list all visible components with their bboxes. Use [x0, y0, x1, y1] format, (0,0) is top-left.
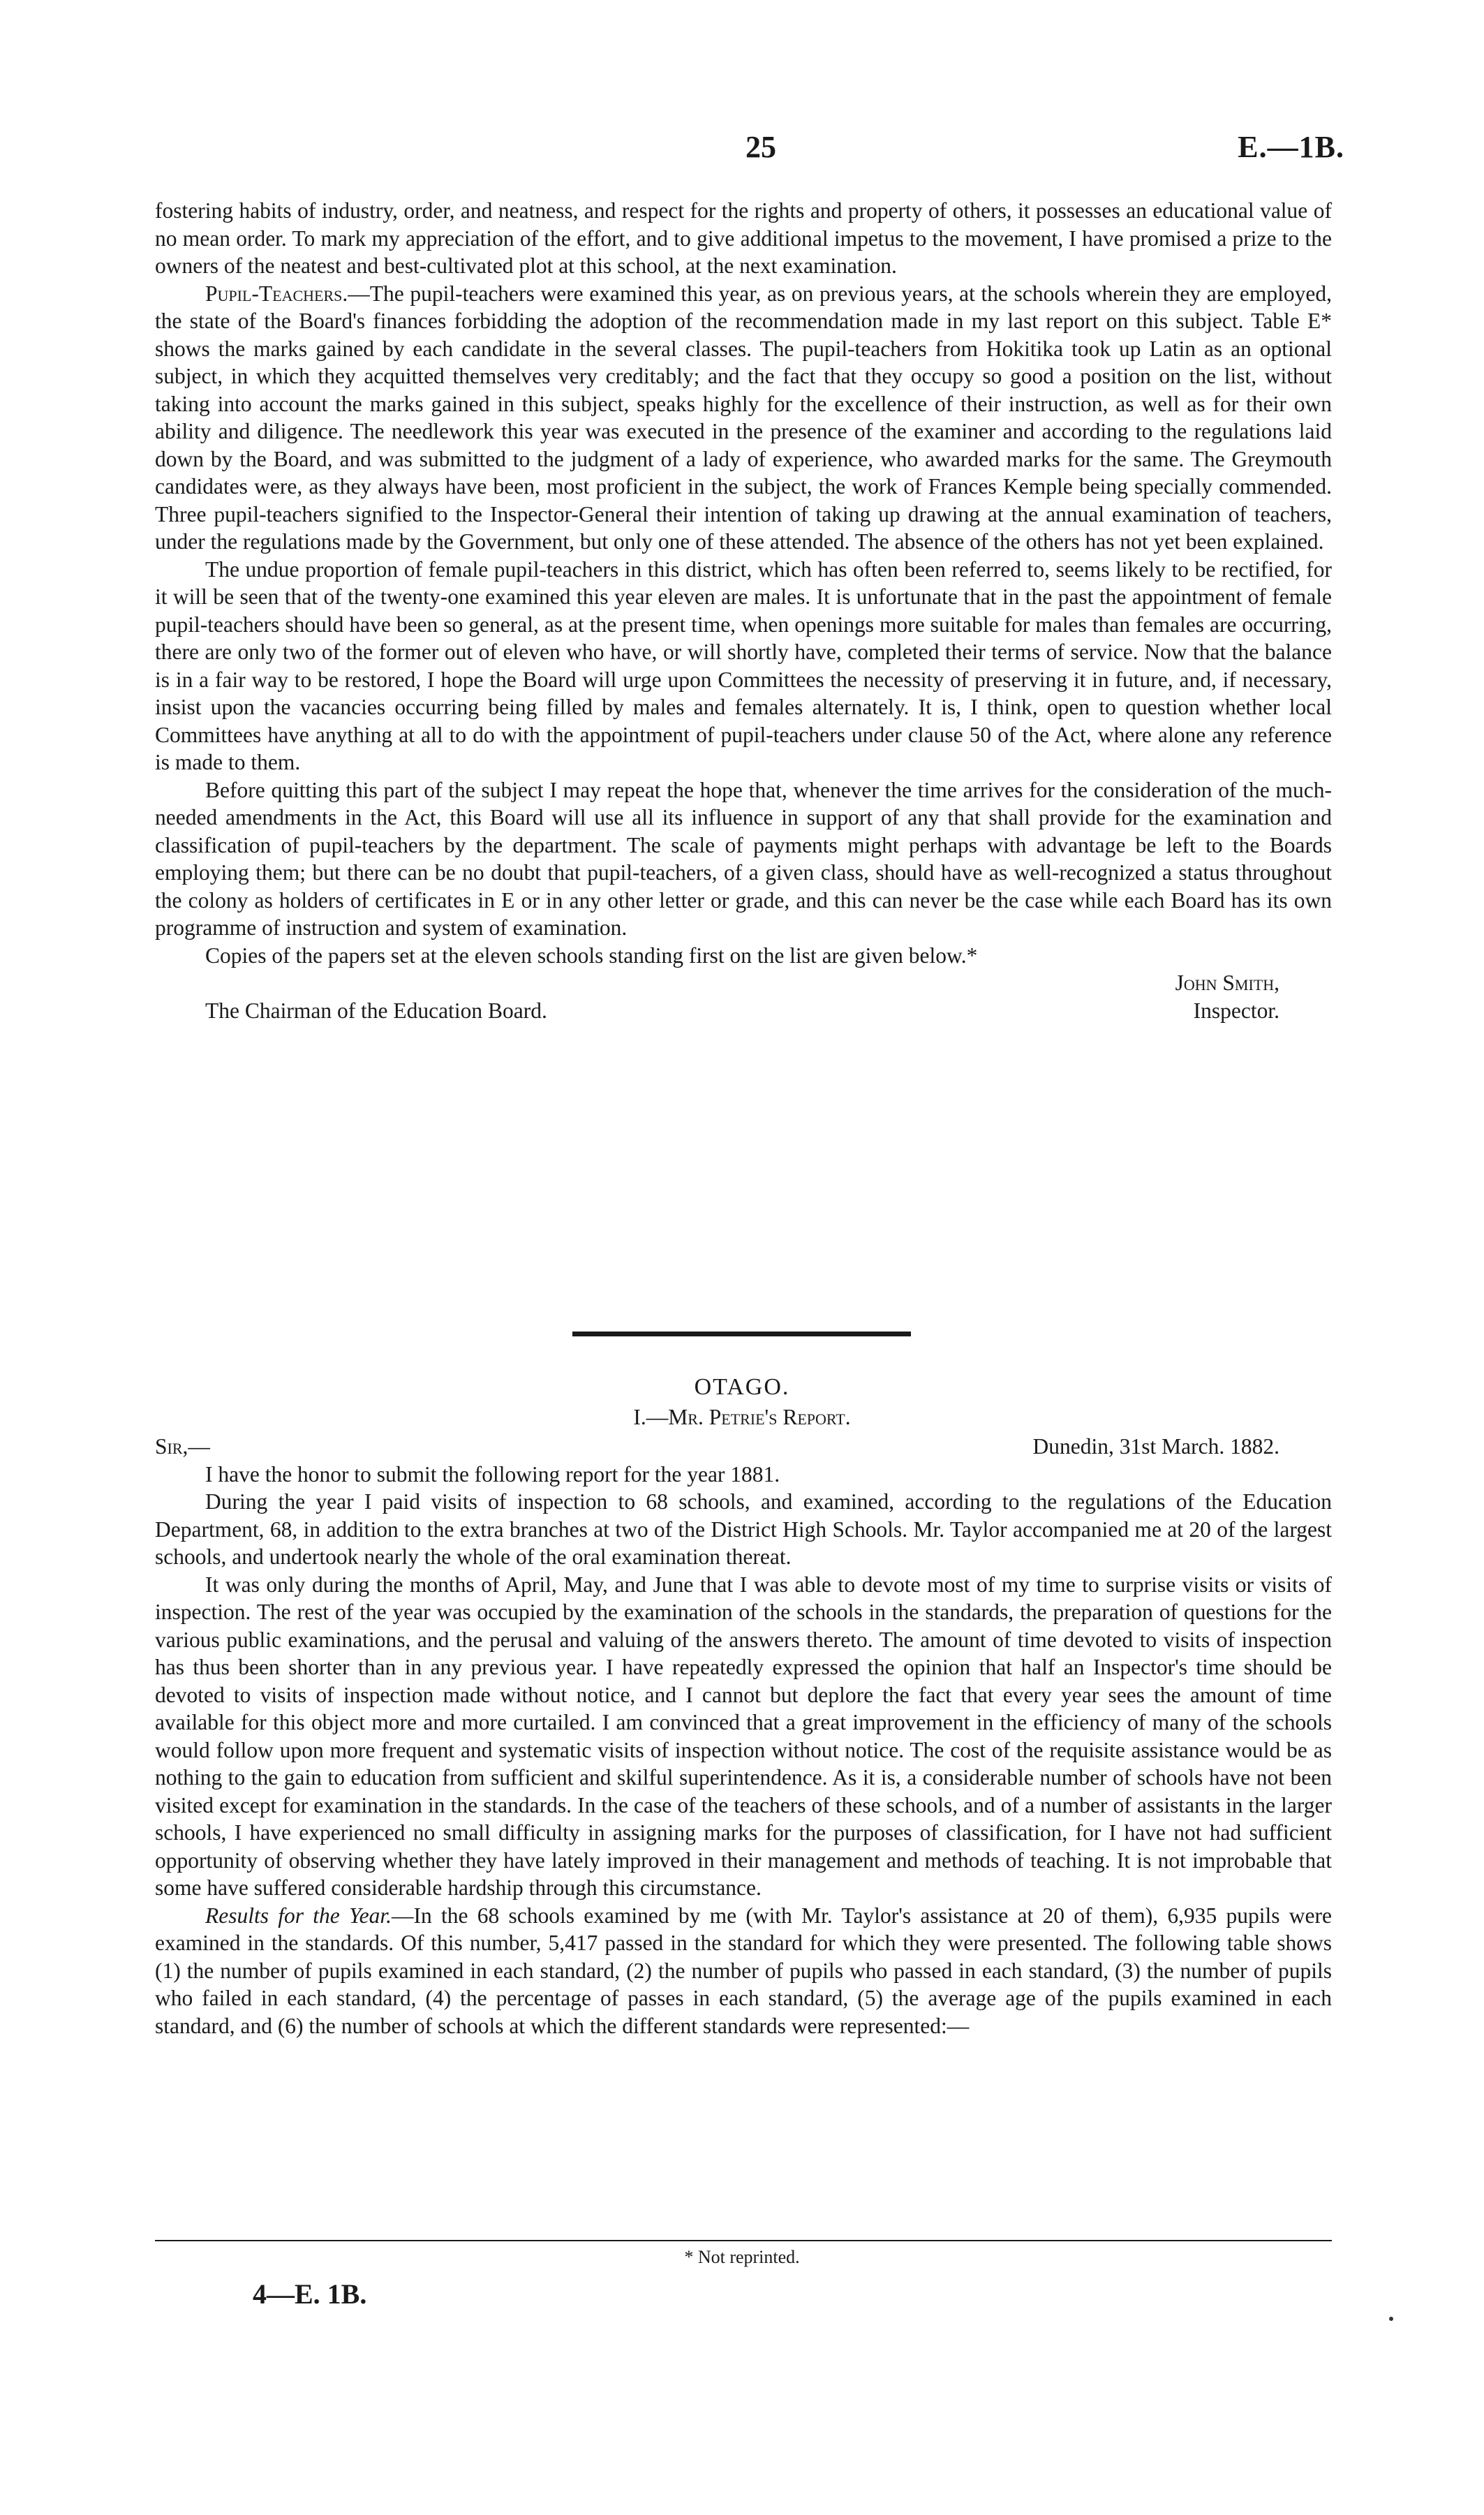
otago-report-text — [155, 1433, 1332, 2040]
signature-block — [155, 969, 1332, 1024]
salutation: Sir,— — [155, 1434, 210, 1459]
results-heading: Results for the Year. — [205, 1903, 392, 1928]
footnote: * Not reprinted. — [684, 2247, 800, 2267]
paragraph-copies-of-papers: Copies of the papers set at the eleven schools standing first on the list are given below.* — [205, 943, 978, 968]
paragraph-school-gardens: fostering habits of industry, order, and neatness, and respect for the rights and property of others, it possesses an educational value of no mean order. To mark my appreciation of the effort, and to give additional impetus to the movement, I have promised a prize to the owners of the neatest and best-cultivated plot at this school, at the next examination. — [155, 198, 1332, 278]
pupil-teachers-text: —The pupil-teachers were examined this year, as on previous years, at the schools wherein they are employed, the state of the Board's finances forbidding the adoption of the recommendation made in my last report on this subject. Table E* shows the marks gained by each candidate in the several classes. The pupil-teachers from Hokitika took up Latin as an optional subject, in which they acquitted themselves very creditably; and the fact that they occupy so good a position on the list, without taking into account the marks gained in this subject, speaks highly for the excellence of their instruction, as well as for their own ability and diligence. The needlework this year was executed in the presence of the examiner and according to the regulations laid down by the Board, and was submitted to the judgment of a lady of experience, who awarded marks for the same. The Greymouth candidates were, as they always have been, most proficient in the subject, the work of Frances Kemple being specially commended. Three pupil-teachers signified to the Inspector-General their intention of taking up drawing at the annual examination of teachers, under the regulations made by the Government, but only one of these attended. The absence of the others has not yet been explained. — [155, 281, 1332, 554]
paragraph-female-pupil-teachers: The undue proportion of female pupil-teachers in this district, which has often been referred to, seems likely to be rectified, for it will be seen that of the twenty-one examined this year eleven are males. It is unfortunate that in the past the appointment of female pupil-teachers should have been so general, as at the present time, when openings more suitable for males than females are occurring, there are only two of the former out of eleven who have, or will shortly have, completed their terms of service. Now that the balance is in a fair way to be restored, I hope the Board will urge upon Committees the necessity of preserving it in future, and, if necessary, insist upon the vacancies occurring being filled by males and females alternately. It is, I think, open to question whether local Committees have anything at all to do with the appointment of pupil-teachers under clause 50 of the Act, where alone any reference is made to them. — [155, 556, 1332, 774]
document-reference: E.—1B. — [1238, 130, 1344, 164]
salutation-row — [155, 1433, 1332, 1461]
paragraph-pupil-teachers — [155, 280, 1332, 556]
paragraph-intro: I have the honor to submit the following report for the year 1881. — [205, 1461, 780, 1487]
print-speck — [1389, 2317, 1393, 2321]
section-title: OTAGO. — [694, 1374, 790, 1400]
results-text: —In the 68 schools examined by me (with Mr. Taylor's assistance at 20 of them), 6,935 pupils were examined in the standards. Of this number, 5,417 passed in the standard for which they were presented. The following table shows (1) the number of pupils examined in each standard, (2) the number of pupils who passed in each standard, (3) the number of pupils who failed in each standard, (4) the percentage of passes in each standard, (5) the average age of the pupils examined in each standard, and (6) the number of schools at which the different standards were represented:— — [155, 1903, 1332, 2038]
dateline: Dunedin, 31st March. 1882. — [1032, 1434, 1279, 1459]
section-divider — [572, 1332, 911, 1336]
pupil-teachers-heading: Pupil-Teachers. — [205, 281, 348, 306]
signature-name: John Smith, — [1175, 971, 1279, 995]
signature-title: Inspector. — [1193, 998, 1279, 1023]
paragraph-results — [155, 1902, 1332, 2040]
paragraph-inspection-time: It was only during the months of April, May, and June that I was able to devote most of my time to surprise visits or visits of inspection. The rest of the year was occupied by the examination of the schools in the standards, the preparation of questions for the various public examinations, and the perusal and valuing of the answers thereto. The amount of time devoted to visits of inspection has thus been shorter than in any previous year. I have repeatedly expressed the opinion that half an Inspector's time should be devoted to visits of inspection made without notice, and I cannot but deplore the fact that every year sees the amount of time available for this object more and more curtailed. I am convinced that a great improvement in the efficiency of many of the schools would follow upon more frequent and systematic visits of inspection without notice. The cost of the requisite assistance would be as nothing to the gain to education from sufficient and skilful superintendence. As it is, a considerable number of schools have not been visited except for examination in the standards. In the case of the teachers of these schools, and of a number of assistants in the larger schools, I have experienced no small difficulty in assigning marks for the purposes of classification, for I have not had sufficient opportunity of observing whether they have lately improved in their management and methods of teaching. It is not improbable that some have suffered considerable hardship through this circumstance. — [155, 1572, 1332, 1900]
paragraph-amendments: Before quitting this part of the subject I may repeat the hope that, whenever the time arrives for the consideration of the much-needed amendments in the Act, this Board will use all its influence in support of any that shall provide for the examination and classification of pupil-teachers by the department. The scale of payments might perhaps with advantage be left to the Boards employing them; but there can be no doubt that pupil-teachers, of a given class, should have as well-recognized a status throughout the colony as holders of certificates in E or in any other letter or grade, and this can never be the case while each Board has its own programme of instruction and system of examination. — [155, 777, 1332, 940]
sheet-signature: 4—E. 1B. — [253, 2278, 367, 2310]
page-number: 25 — [745, 130, 776, 164]
addressee: The Chairman of the Education Board. — [205, 998, 547, 1023]
footnote-rule — [155, 2240, 1332, 2241]
paragraph-visits: During the year I paid visits of inspection to 68 schools, and examined, according to the regulations of the Education Department, 68, in addition to the extra branches at two of the District High Schools. Mr. Taylor accompanied me at 20 of the largest schools, and undertook nearly the whole of the oral examination thereat. — [155, 1489, 1332, 1569]
west-coast-report-text — [155, 197, 1332, 1024]
report-title: I.—Mr. Petrie's Report. — [633, 1405, 851, 1429]
